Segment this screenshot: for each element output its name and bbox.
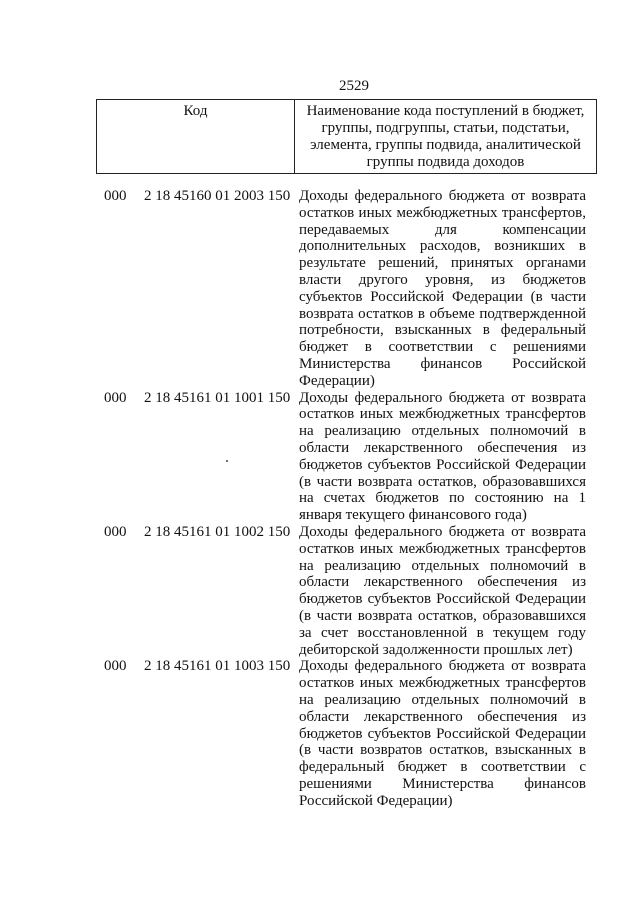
table-row	[0, 188, 640, 390]
row-income-code: 2 18 45160 01 2003 150	[144, 188, 291, 204]
header-name-column: Наименование кода поступлений в бюджет, группы, подгруппы, статьи, подстатьи, элемента, группы подвида, аналитической группы подвида доходов	[306, 103, 585, 170]
header-code-column: Код	[97, 100, 295, 173]
row-description: Доходы федерального бюджета от возврата остатков иных межбюджетных трансфертов на реализацию отдельных полномочий в области лекарственного обеспечения из бюджетов субъектов Российской Федерации (в части возвратов остатков, взысканных в федеральный бюджет в соответствии с решениями Министерства финансов Российской Федерации)	[299, 658, 586, 809]
row-admin-code: 000	[104, 188, 127, 204]
row-admin-code: 000	[104, 658, 127, 675]
table-body	[0, 188, 640, 809]
table-row	[0, 524, 640, 658]
row-income-code: 2 18 45161 01 1002 150	[144, 523, 291, 540]
table-header	[96, 99, 597, 174]
row-income-code: 2 18 45161 01 1003 150	[144, 658, 291, 675]
table-row	[0, 658, 640, 809]
page-number: 2529	[339, 78, 369, 94]
row-description: Доходы федерального бюджета от возврата остатков иных межбюджетных трансфертов, передаваемых для компенсации дополнительных расходов, возникших в результате решений, принятых органами власти другого уровня, из бюджетов субъектов Российской Федерации (в части возврата остатков в объеме подтвержденной потребности, взысканных в федеральный бюджет в соответствии с решениями Министерства финансов Российской Федерации)	[299, 188, 586, 389]
row-description: Доходы федерального бюджета от возврата остатков иных межбюджетных трансфертов на реализацию отдельных полномочий в области лекарственного обеспечения из бюджетов субъектов Российской Федерации (в части возврата остатков, образовавшихся на счетах бюджетов по состоянию на 1 января текущего финансового года)	[299, 389, 586, 524]
row-admin-code: 000	[104, 389, 127, 406]
table-row	[0, 390, 640, 524]
row-income-code: 2 18 45161 01 1001 150	[144, 389, 291, 406]
scan-dot	[226, 460, 228, 462]
row-admin-code: 000	[104, 523, 127, 540]
row-description: Доходы федерального бюджета от возврата остатков иных межбюджетных трансфертов на реализацию отдельных полномочий в области лекарственного обеспечения из бюджетов субъектов Российской Федерации (в части возврата остатков, образовавшихся за счет восстановленной в текущем году дебиторской задолженности прошлых лет)	[299, 523, 586, 658]
